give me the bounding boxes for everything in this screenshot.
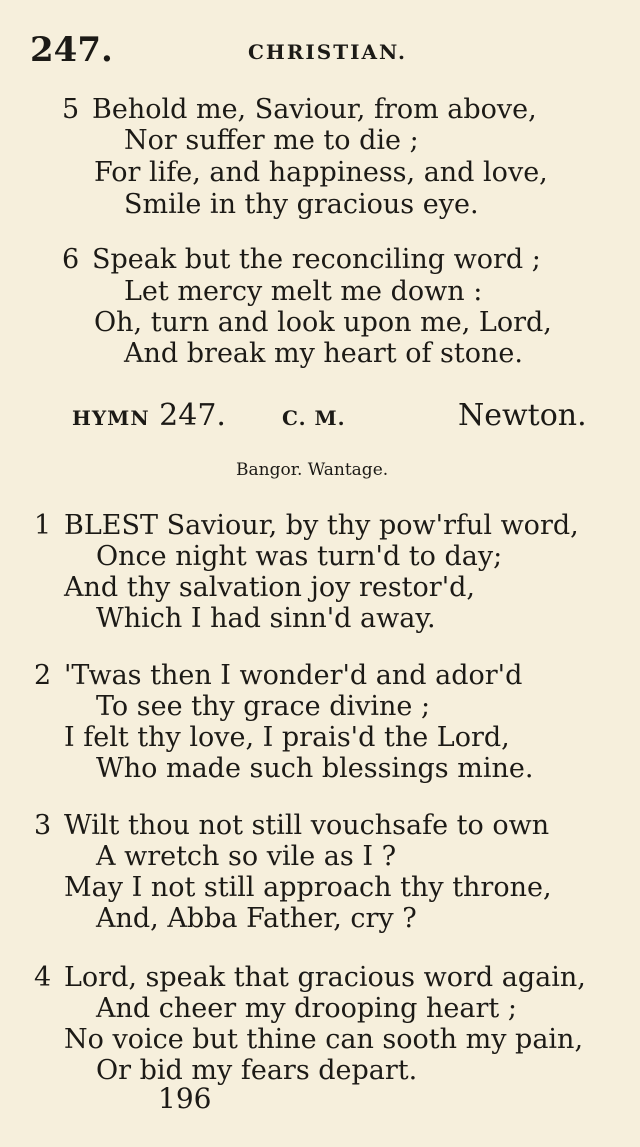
stanza-3-line-2: A wretch so vile as I ? [96, 841, 397, 872]
stanza-2-line-3: I felt thy love, I prais'd the Lord, [64, 722, 510, 753]
stanza-6-line-4: And break my heart of stone. [124, 338, 523, 369]
stanza-5-line-1 [62, 94, 537, 125]
hymn-label: HYMN [72, 406, 150, 430]
stanza-6-line-1 [62, 244, 541, 275]
stanza-3-line-1 [34, 810, 549, 841]
stanza-3-line-4: And, Abba Father, cry ? [96, 903, 417, 934]
verse-text: Speak but the reconciling word ; [92, 244, 541, 275]
stanza-4-line-4: Or bid my fears depart. [96, 1055, 418, 1086]
stanza-number: 4 [34, 962, 52, 993]
stanza-5-line-2: Nor suffer me to die ; [124, 125, 419, 156]
hymn-author: Newton. [458, 398, 587, 433]
verse-text: BLEST Saviour, by thy pow'rful word, [64, 510, 579, 541]
stanza-6-line-3: Oh, turn and look upon me, Lord, [94, 307, 552, 338]
stanza-5-line-4: Smile in thy gracious eye. [124, 189, 479, 220]
stanza-1-line-2: Once night was turn'd to day; [96, 541, 503, 572]
stanza-2-line-2: To see thy grace divine ; [96, 691, 431, 722]
tune-names: Bangor. Wantage. [236, 460, 389, 480]
page-number: 196 [158, 1082, 212, 1115]
stanza-1-line-4: Which I had sinn'd away. [96, 603, 436, 634]
stanza-number: 3 [34, 810, 52, 841]
verse-text: Behold me, Saviour, from above, [92, 94, 537, 125]
stanza-number: 2 [34, 660, 52, 691]
stanza-2-line-1 [34, 660, 522, 691]
hymn-heading [72, 398, 226, 433]
verse-text: 'Twas then I wonder'd and ador'd [64, 660, 523, 691]
stanza-number: 6 [62, 244, 80, 275]
hymn-meter [282, 398, 346, 433]
stanza-5-line-3: For life, and happiness, and love, [94, 157, 548, 188]
header-hymn-number: 247. [30, 30, 113, 70]
verse-text: Lord, speak that gracious word again, [64, 962, 586, 993]
stanza-4-line-2: And cheer my drooping heart ; [96, 993, 517, 1024]
meter-text: C. M. [282, 406, 346, 430]
header-section-title: CHRISTIAN. [248, 40, 407, 64]
stanza-2-line-4: Who made such blessings mine. [96, 753, 534, 784]
stanza-1-line-3: And thy salvation joy restor'd, [64, 572, 475, 603]
stanza-3-line-3: May I not still approach thy throne, [64, 872, 552, 903]
stanza-4-line-3: No voice but thine can sooth my pain, [64, 1024, 584, 1055]
stanza-6-line-2: Let mercy melt me down : [124, 276, 483, 307]
stanza-4-line-1 [34, 962, 586, 993]
stanza-number: 1 [34, 510, 52, 541]
stanza-number: 5 [62, 94, 80, 125]
hymn-number: 247. [159, 398, 226, 433]
stanza-1-line-1 [34, 510, 579, 541]
verse-text: Wilt thou not still vouchsafe to own [64, 810, 550, 841]
